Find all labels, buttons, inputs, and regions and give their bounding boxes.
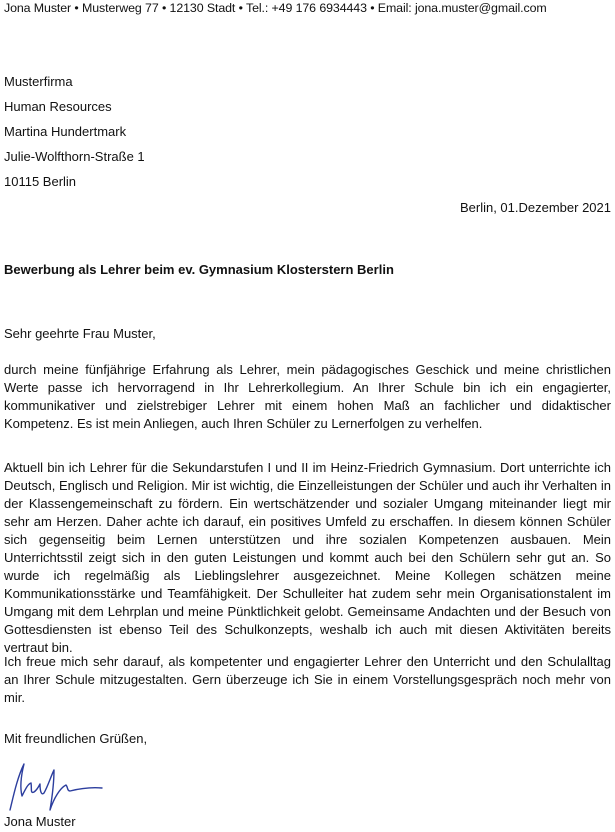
body-paragraph-2: Aktuell bin ich Lehrer für die Sekundarstufen I und II im Heinz-Friedrich Gymnasium. Dort unterrichte ich Deutsch, Englisch und Religion. Mir ist wichtig, die Einzelleistungen der Schüler und auch ihr Verhalten in der Klassengemeinschaft zu fördern. Ein wertschätzender und sozialer Umgang miteinander liegt mir sehr am Herzen. Daher achte ich darauf, ein positives Umfeld zu erschaffen. In diesem können Schüler sich gegenseitig beim Lernen unterstützen und ihre sozialen Kompetenzen ausbauen. Mein Unterrichtsstil zeigt sich in den guten Leistungen und kommt auch bei den Schülern sehr gut an. So wurde ich regelmäßig als Lieblingslehrer ausgezeichnet. Meine Kollegen schätzen meine Kommunikationsstärke und Teamfähigkeit. Der Schulleiter hat zudem sehr mein Organisationstalent im Umgang mit dem Lehrplan und meine Pünktlichkeit gelobt. Gemeinsame Andachten und der Besuch von Gottesdiensten ist ebenso Teil des Schulkonzepts, weshalb ich auch mit diesen Aktivitäten bereits vertraut bin.	[4, 460, 611, 655]
recipient-department: Human Resources	[4, 99, 112, 114]
signer-name: Jona Muster	[4, 814, 76, 829]
handwritten-signature	[4, 758, 114, 814]
signature-stroke	[10, 764, 102, 810]
recipient-company: Musterfirma	[4, 74, 73, 89]
letter-date: Berlin, 01.Dezember 2021	[459, 200, 611, 215]
body-paragraph-3: Ich freue mich sehr darauf, als kompetenter und engagierter Lehrer den Unterricht und den Schulalltag an Ihrer Schule mitzugestalten. Gern überzeuge ich Sie in einem Vorstellungsgespräch noch mehr von mir.	[4, 654, 611, 705]
recipient-city: 10115 Berlin	[4, 174, 77, 189]
sender-line: Jona Muster • Musterweg 77 • 12130 Stadt • Tel.: +49 176 6934443 • Email: jona.muster@gmail.com	[4, 1, 547, 15]
recipient-contact: Martina Hundertmark	[4, 124, 127, 139]
letter-salutation: Sehr geehrte Frau Muster,	[4, 326, 156, 341]
letter-closing: Mit freundlichen Grüßen,	[4, 731, 148, 746]
body-paragraph-1: durch meine fünfjährige Erfahrung als Lehrer, mein pädagogisches Geschick und meine christlichen Werte passe ich hervorragend in Ihr Lehrerkollegium. An Ihrer Schule bin ich ein engagierter, kommunikativer und zielstrebiger Lehrer mit einem hohen Maß an fachlicher und didaktischer Kompetenz. Es ist mein Anliegen, auch Ihren Schüler zu Lernerfolgen zu verhelfen.	[4, 362, 611, 431]
letter-subject: Bewerbung als Lehrer beim ev. Gymnasium Klosterstern Berlin	[4, 262, 394, 277]
recipient-street: Julie-Wolfthorn-Straße 1	[4, 149, 145, 164]
